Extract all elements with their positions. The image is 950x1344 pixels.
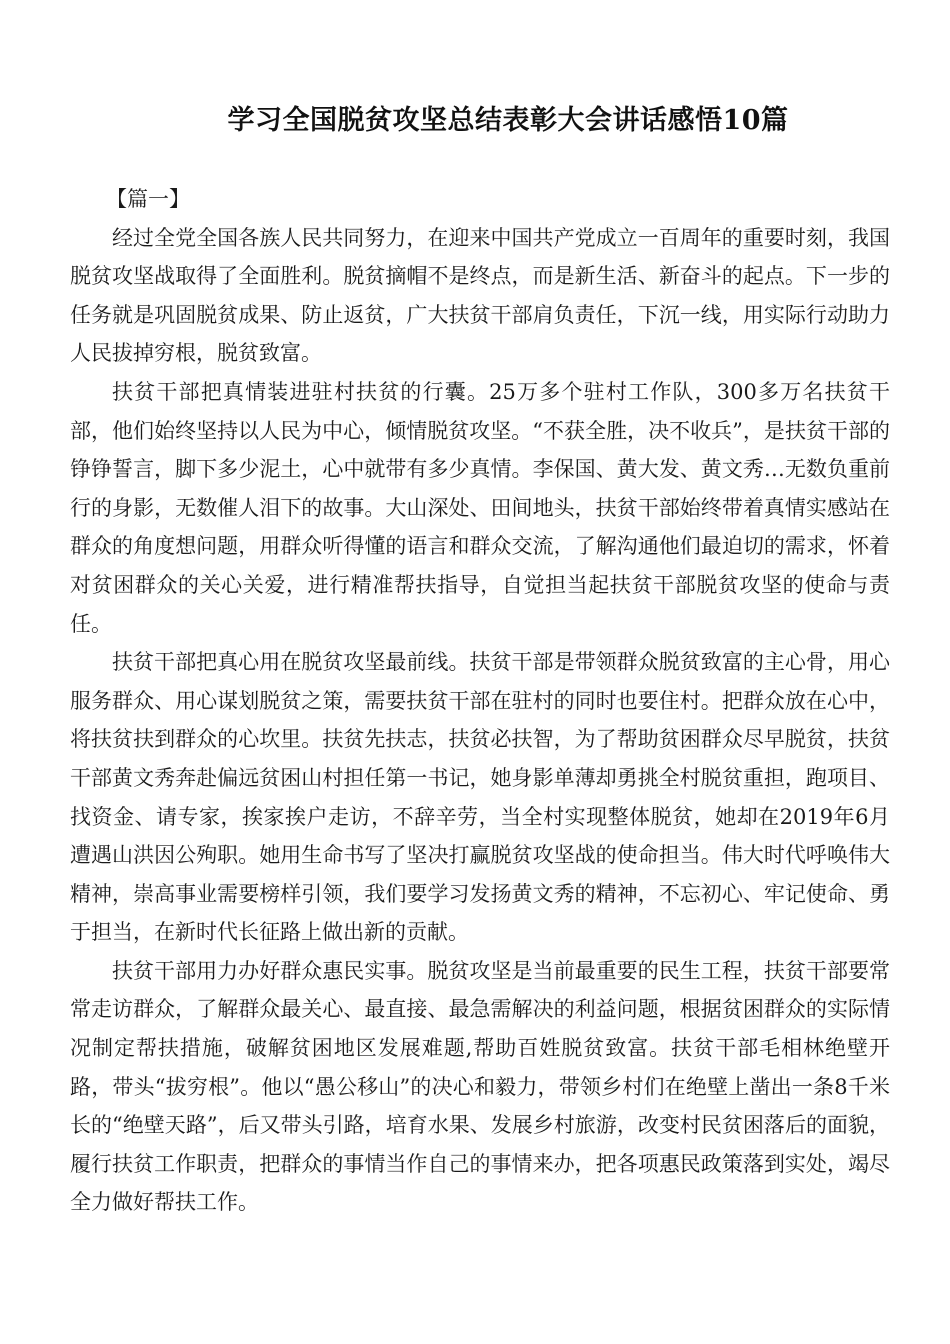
document-body [70,180,890,1222]
paragraph-2: 扶贫干部把真情装进驻村扶贫的行囊。25万多个驻村工作队，300多万名扶贫干部，他们始终坚持以人民为中心，倾情脱贫攻坚。“不获全胜，决不收兵”，是扶贫干部的铮铮誓言，脚下多少泥土，心中就带有多少真情。李保国、黄大发、黄文秀…无数负重前行的身影，无数催人泪下的故事。大山深处、田间地头，扶贫干部始终带着真情实感站在群众的角度想问题，用群众听得懂的语言和群众交流，了解沟通他们最迫切的需求，怀着对贫困群众的关心关爱，进行精准帮扶指导，自觉担当起扶贫干部脱贫攻坚的使命与责任。 [70,379,890,636]
paragraph-3: 扶贫干部把真心用在脱贫攻坚最前线。扶贫干部是带领群众脱贫致富的主心骨，用心服务群众、用心谋划脱贫之策，需要扶贫干部在驻村的同时也要住村。把群众放在心中，将扶贫扶到群众的心坎里。扶贫先扶志，扶贫必扶智，为了帮助贫困群众尽早脱贫，扶贫干部黄文秀奔赴偏远贫困山村担任第一书记，她身影单薄却勇挑全村脱贫重担，跑项目、找资金、请专家，挨家挨户走访，不辞辛劳，当全村实现整体脱贫，她却在2019年6月遭遇山洪因公殉职。她用生命书写了坚决打赢脱贫攻坚战的使命担当。伟大时代呼唤伟大精神，崇高事业需要榜样引领，我们要学习发扬黄文秀的精神，不忘初心、牢记使命、勇于担当，在新时代长征路上做出新的贡献。 [70,650,890,945]
paragraph-4: 扶贫干部用力办好群众惠民实事。脱贫攻坚是当前最重要的民生工程，扶贫干部要常常走访群众，了解群众最关心、最直接、最急需解决的利益问题，根据贫困群众的实际情况制定帮扶措施，破解贫困地区发展难题,帮助百姓脱贫致富。扶贫干部毛相林绝壁开路，带头“拔穷根”。他以“愚公移山”的决心和毅力，带领乡村们在绝壁上凿出一条8千米长的“绝壁天路”，后又带头引路，培育水果、发展乡村旅游，改变村民贫困落后的面貌，履行扶贫工作职责，把群众的事情当作自己的事情来办，把各项惠民政策落到实处，竭尽全力做好帮扶工作。 [70,958,890,1215]
document-title: 学习全国脱贫攻坚总结表彰大会讲话感悟10篇 [227,105,789,136]
section-label: 【篇一】 [106,187,190,211]
paragraph-1: 经过全党全国各族人民共同努力，在迎来中国共产党成立一百周年的重要时刻，我国脱贫攻坚战取得了全面胜利。脱贫摘帽不是终点，而是新生活、新奋斗的起点。下一步的任务就是巩固脱贫成果、防止返贫，广大扶贫干部肩负责任，下沉一线，用实际行动助力人民拔掉穷根，脱贫致富。 [70,225,890,366]
